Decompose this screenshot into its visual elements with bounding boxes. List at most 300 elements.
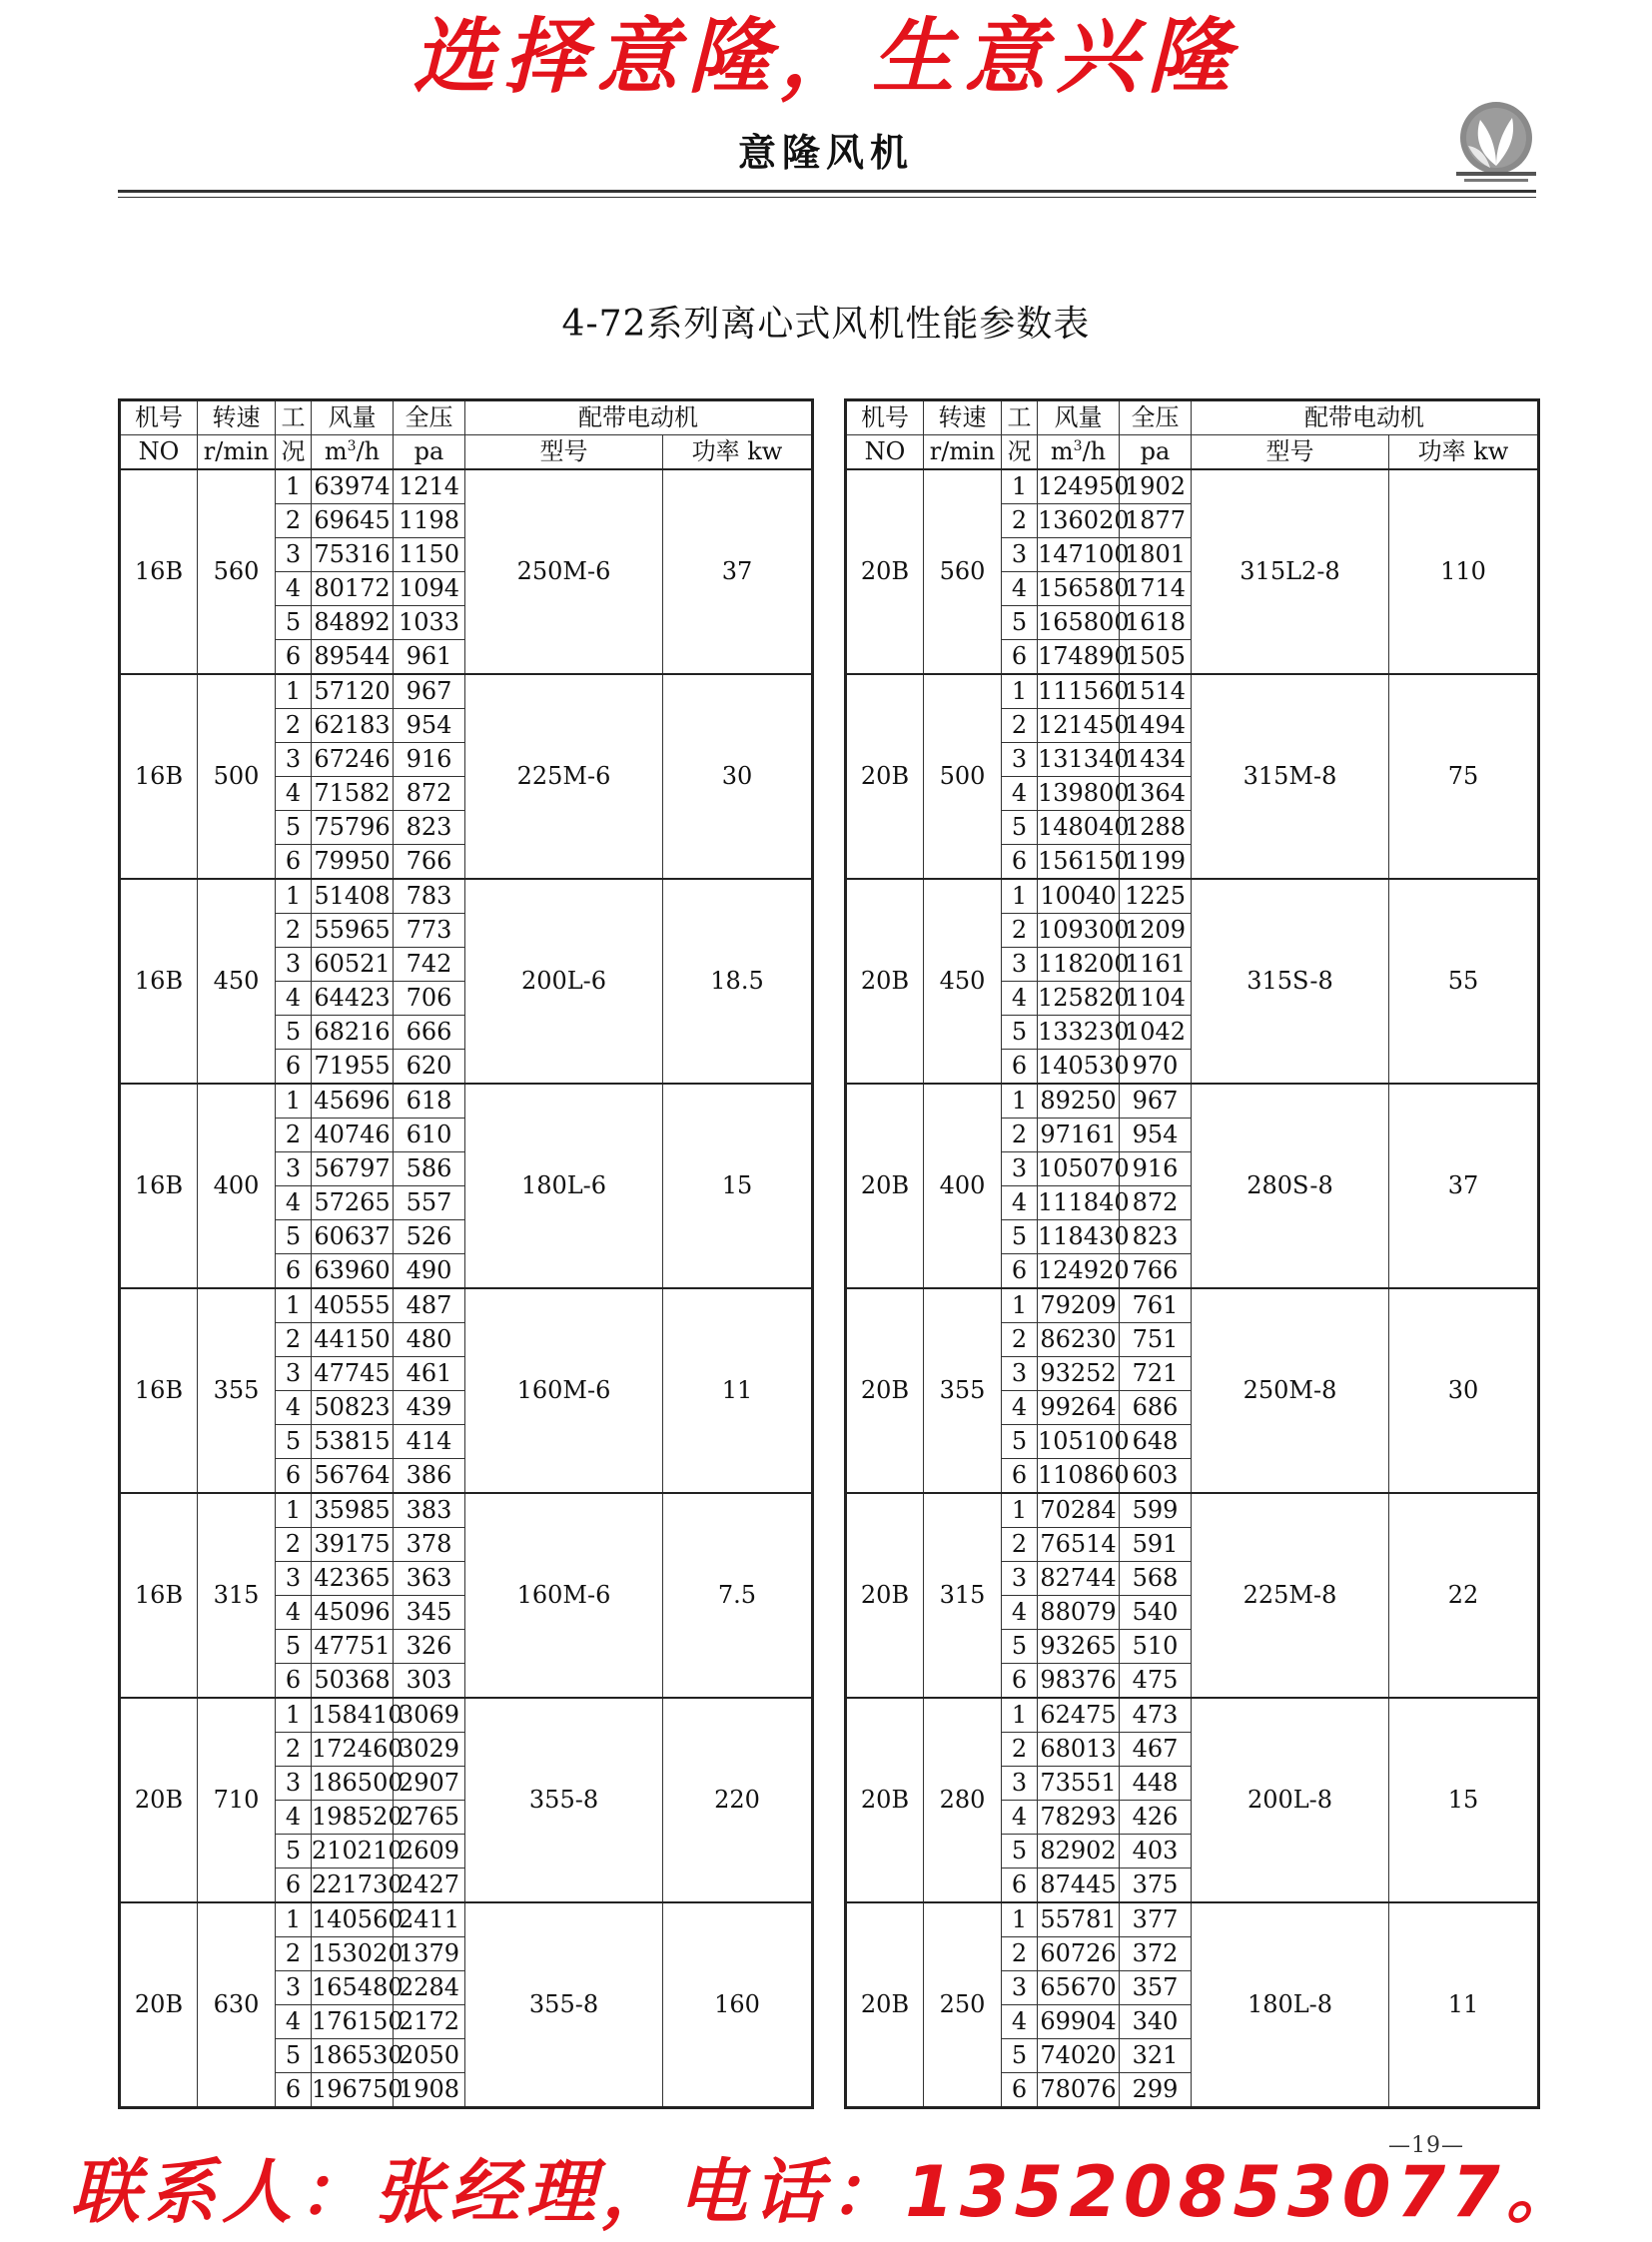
col-header-speed: 转速 [924, 400, 1002, 435]
cell-airflow: 39175 [312, 1528, 394, 1562]
cell-pressure: 2427 [394, 1868, 465, 1903]
leaf-logo-icon [1450, 98, 1542, 186]
cell-pressure: 666 [394, 1016, 465, 1050]
cell-pressure: 1434 [1120, 743, 1192, 777]
col-header-airflow-unit [1038, 435, 1120, 470]
cell-airflow: 67246 [312, 743, 394, 777]
col-header-motor: 配带电动机 [465, 400, 813, 435]
cell-pressure: 1505 [1120, 640, 1192, 675]
cell-speed: 315 [924, 1493, 1002, 1698]
cell-airflow: 56764 [312, 1459, 394, 1494]
cell-condition: 5 [1002, 811, 1038, 845]
cell-airflow: 88079 [1038, 1596, 1120, 1630]
cell-machine-no: 16B [120, 879, 198, 1084]
cell-motor-power: 18.5 [663, 879, 813, 1084]
cell-motor-model: 225M-8 [1192, 1493, 1389, 1698]
cell-condition: 4 [1002, 777, 1038, 811]
cell-pressure: 872 [394, 777, 465, 811]
col-header-airflow-unit [312, 435, 394, 470]
cell-pressure: 586 [394, 1152, 465, 1186]
cell-airflow: 158410 [312, 1698, 394, 1733]
cell-pressure: 686 [1120, 1391, 1192, 1425]
cell-motor-power: 110 [1389, 469, 1539, 674]
cell-airflow: 110860 [1038, 1459, 1120, 1494]
table-header-unit-row [846, 435, 1539, 470]
cell-pressure: 461 [394, 1357, 465, 1391]
cell-airflow: 121450 [1038, 709, 1120, 743]
cell-airflow: 124950 [1038, 469, 1120, 504]
cell-motor-model: 250M-6 [465, 469, 663, 674]
cell-pressure: 475 [1120, 1664, 1192, 1699]
cell-motor-model: 200L-8 [1192, 1698, 1389, 1902]
cell-condition: 4 [276, 1801, 312, 1835]
cell-condition: 2 [276, 1528, 312, 1562]
performance-table-left [118, 398, 814, 2109]
cell-pressure: 426 [1120, 1801, 1192, 1835]
airflow-unit-sup: 3 [1073, 438, 1083, 454]
cell-condition: 1 [276, 469, 312, 504]
col-header-pressure: 全压 [394, 400, 465, 435]
cell-condition: 2 [276, 1733, 312, 1767]
cell-airflow: 68013 [1038, 1733, 1120, 1767]
cell-condition: 6 [1002, 845, 1038, 880]
cell-airflow: 44150 [312, 1323, 394, 1357]
cell-airflow: 172460 [312, 1733, 394, 1767]
cell-condition: 5 [1002, 606, 1038, 640]
cell-pressure: 2411 [394, 1902, 465, 1937]
header-rule-thin [118, 197, 1536, 198]
cell-pressure: 386 [394, 1459, 465, 1494]
col-header-speed: 转速 [198, 400, 276, 435]
cell-pressure: 1209 [1120, 914, 1192, 948]
cell-motor-power: 37 [663, 469, 813, 674]
cell-airflow: 47745 [312, 1357, 394, 1391]
cell-pressure: 1364 [1120, 777, 1192, 811]
cell-airflow: 75316 [312, 538, 394, 572]
cell-condition: 4 [1002, 2005, 1038, 2039]
cell-machine-no: 20B [846, 1902, 924, 2108]
contact-slogan: 联系人：张经理，电话：13520853077。 [70, 2151, 1582, 2233]
cell-airflow: 68216 [312, 1016, 394, 1050]
cell-airflow: 89250 [1038, 1084, 1120, 1119]
cell-condition: 4 [1002, 1596, 1038, 1630]
cell-airflow: 148040 [1038, 811, 1120, 845]
cell-motor-power: 15 [1389, 1698, 1539, 1902]
table-row [120, 1493, 813, 1528]
cell-condition: 2 [276, 709, 312, 743]
cell-airflow: 65670 [1038, 1971, 1120, 2005]
cell-airflow: 60637 [312, 1220, 394, 1254]
cell-condition: 5 [276, 811, 312, 845]
cell-airflow: 174890 [1038, 640, 1120, 675]
cell-pressure: 761 [1120, 1288, 1192, 1323]
cell-motor-power: 30 [1389, 1288, 1539, 1493]
cell-airflow: 57120 [312, 674, 394, 709]
cell-pressure: 1618 [1120, 606, 1192, 640]
cell-airflow: 62183 [312, 709, 394, 743]
cell-airflow: 118430 [1038, 1220, 1120, 1254]
cell-airflow: 186530 [312, 2039, 394, 2073]
cell-pressure: 375 [1120, 1868, 1192, 1903]
table-row [120, 674, 813, 709]
page-title: 4-72系列离心式风机性能参数表 [561, 304, 1091, 345]
cell-pressure: 480 [394, 1323, 465, 1357]
cell-pressure: 326 [394, 1630, 465, 1664]
cell-condition: 1 [276, 1902, 312, 1937]
cell-condition: 2 [1002, 1323, 1038, 1357]
col-header-speed-unit: r/min [924, 435, 1002, 470]
cell-motor-power: 55 [1389, 879, 1539, 1084]
cell-pressure: 1161 [1120, 948, 1192, 982]
cell-machine-no: 16B [120, 1084, 198, 1288]
cell-pressure: 414 [394, 1425, 465, 1459]
col-header-power: 功率 kw [663, 435, 813, 470]
cell-airflow: 118200 [1038, 948, 1120, 982]
cell-airflow: 51408 [312, 879, 394, 914]
cell-condition: 6 [1002, 1254, 1038, 1289]
cell-pressure: 1033 [394, 606, 465, 640]
cell-condition: 5 [276, 1425, 312, 1459]
cell-airflow: 99264 [1038, 1391, 1120, 1425]
cell-pressure: 303 [394, 1664, 465, 1699]
cell-speed: 450 [198, 879, 276, 1084]
cell-pressure: 1908 [394, 2073, 465, 2108]
cell-airflow: 45696 [312, 1084, 394, 1119]
cell-motor-power: 22 [1389, 1493, 1539, 1698]
cell-pressure: 823 [1120, 1220, 1192, 1254]
cell-pressure: 823 [394, 811, 465, 845]
cell-condition: 6 [276, 1459, 312, 1494]
cell-motor-power: 75 [1389, 674, 1539, 879]
cell-airflow: 124920 [1038, 1254, 1120, 1289]
cell-pressure: 377 [1120, 1902, 1192, 1937]
cell-condition: 1 [276, 879, 312, 914]
cell-airflow: 176150 [312, 2005, 394, 2039]
cell-pressure: 1198 [394, 504, 465, 538]
cell-airflow: 63974 [312, 469, 394, 504]
cell-pressure: 1877 [1120, 504, 1192, 538]
cell-pressure: 448 [1120, 1767, 1192, 1801]
cell-motor-power: 15 [663, 1084, 813, 1288]
cell-condition: 2 [276, 504, 312, 538]
cell-pressure: 540 [1120, 1596, 1192, 1630]
cell-pressure: 872 [1120, 1186, 1192, 1220]
cell-airflow: 165800 [1038, 606, 1120, 640]
cell-condition: 6 [1002, 1664, 1038, 1699]
cell-airflow: 98376 [1038, 1664, 1120, 1699]
cell-pressure: 1514 [1120, 674, 1192, 709]
cell-condition: 4 [276, 1596, 312, 1630]
airflow-unit-tail: /h [356, 437, 381, 465]
cell-speed: 250 [924, 1902, 1002, 2108]
cell-pressure: 648 [1120, 1425, 1192, 1459]
cell-motor-power: 220 [663, 1698, 813, 1902]
cell-condition: 6 [1002, 1868, 1038, 1903]
cell-condition: 2 [1002, 504, 1038, 538]
cell-airflow: 69904 [1038, 2005, 1120, 2039]
cell-pressure: 1714 [1120, 572, 1192, 606]
cell-condition: 1 [276, 1698, 312, 1733]
cell-condition: 5 [276, 1630, 312, 1664]
table-row [846, 1084, 1539, 1119]
cell-airflow: 156580 [1038, 572, 1120, 606]
cell-condition: 2 [276, 1937, 312, 1971]
cell-airflow: 165480 [312, 1971, 394, 2005]
cell-airflow: 97161 [1038, 1119, 1120, 1152]
cell-condition: 3 [276, 1357, 312, 1391]
cell-airflow: 210210 [312, 1835, 394, 1868]
cell-pressure: 403 [1120, 1835, 1192, 1868]
cell-airflow: 62475 [1038, 1698, 1120, 1733]
cell-condition: 3 [1002, 743, 1038, 777]
cell-airflow: 125820 [1038, 982, 1120, 1016]
cell-pressure: 766 [394, 845, 465, 880]
cell-airflow: 196750 [312, 2073, 394, 2108]
cell-pressure: 1379 [394, 1937, 465, 1971]
col-header-machine-no-en: NO [846, 435, 924, 470]
cell-condition: 4 [1002, 982, 1038, 1016]
table-row [846, 469, 1539, 504]
cell-pressure: 1494 [1120, 709, 1192, 743]
cell-condition: 1 [1002, 1493, 1038, 1528]
cell-pressure: 321 [1120, 2039, 1192, 2073]
cell-airflow: 78076 [1038, 2073, 1120, 2108]
cell-condition: 3 [1002, 1767, 1038, 1801]
airflow-unit-tail: /h [1082, 437, 1107, 465]
cell-condition: 6 [1002, 1050, 1038, 1085]
cell-pressure: 721 [1120, 1357, 1192, 1391]
cell-airflow: 55781 [1038, 1902, 1120, 1937]
cell-airflow: 80172 [312, 572, 394, 606]
cell-condition: 4 [1002, 1391, 1038, 1425]
cell-condition: 5 [276, 1220, 312, 1254]
cell-pressure: 1214 [394, 469, 465, 504]
cell-condition: 2 [1002, 1937, 1038, 1971]
airflow-unit-sup: 3 [347, 438, 357, 454]
cell-speed: 315 [198, 1493, 276, 1698]
cell-airflow: 60521 [312, 948, 394, 982]
cell-motor-model: 200L-6 [465, 879, 663, 1084]
cell-condition: 5 [276, 2039, 312, 2073]
cell-condition: 5 [1002, 1630, 1038, 1664]
cell-condition: 3 [1002, 1562, 1038, 1596]
table-row [120, 1084, 813, 1119]
col-header-pressure-unit: pa [394, 435, 465, 470]
cell-pressure: 345 [394, 1596, 465, 1630]
cell-speed: 355 [198, 1288, 276, 1493]
cell-pressure: 2765 [394, 1801, 465, 1835]
cell-machine-no: 20B [846, 1698, 924, 1902]
performance-table-right [844, 398, 1540, 2109]
table-row [120, 879, 813, 914]
table-row [120, 1288, 813, 1323]
cell-condition: 4 [276, 2005, 312, 2039]
col-header-machine-no: 机号 [846, 400, 924, 435]
cell-airflow: 82744 [1038, 1562, 1120, 1596]
cell-condition: 3 [276, 538, 312, 572]
cell-pressure: 591 [1120, 1528, 1192, 1562]
cell-pressure: 1801 [1120, 538, 1192, 572]
cell-airflow: 73551 [1038, 1767, 1120, 1801]
cell-condition: 4 [1002, 1186, 1038, 1220]
col-header-airflow: 风量 [1038, 400, 1120, 435]
cell-condition: 5 [1002, 1835, 1038, 1868]
cell-condition: 5 [276, 1016, 312, 1050]
cell-pressure: 383 [394, 1493, 465, 1528]
table-row [120, 1698, 813, 1733]
cell-condition: 2 [1002, 1733, 1038, 1767]
cell-machine-no: 16B [120, 1493, 198, 1698]
cell-condition: 6 [1002, 640, 1038, 675]
cell-condition: 1 [1002, 469, 1038, 504]
cell-motor-power: 160 [663, 1902, 813, 2108]
cell-condition: 1 [1002, 879, 1038, 914]
cell-condition: 4 [1002, 572, 1038, 606]
cell-airflow: 105100 [1038, 1425, 1120, 1459]
cell-pressure: 970 [1120, 1050, 1192, 1085]
cell-speed: 400 [198, 1084, 276, 1288]
cell-motor-model: 225M-6 [465, 674, 663, 879]
cell-pressure: 967 [1120, 1084, 1192, 1119]
table-row [846, 1698, 1539, 1733]
cell-machine-no: 20B [120, 1902, 198, 2108]
cell-pressure: 557 [394, 1186, 465, 1220]
cell-motor-model: 315L2-8 [1192, 469, 1389, 674]
cell-machine-no: 20B [846, 1493, 924, 1698]
cell-machine-no: 20B [846, 469, 924, 674]
cell-motor-power: 30 [663, 674, 813, 879]
cell-airflow: 82902 [1038, 1835, 1120, 1868]
cell-motor-model: 355-8 [465, 1902, 663, 2108]
cell-pressure: 340 [1120, 2005, 1192, 2039]
cell-airflow: 136020 [1038, 504, 1120, 538]
cell-motor-model: 355-8 [465, 1698, 663, 1902]
cell-airflow: 140530 [1038, 1050, 1120, 1085]
cell-pressure: 1902 [1120, 469, 1192, 504]
cell-pressure: 961 [394, 640, 465, 675]
table-row [846, 674, 1539, 709]
table-row [120, 469, 813, 504]
cell-condition: 3 [276, 948, 312, 982]
cell-condition: 4 [276, 1391, 312, 1425]
cell-pressure: 487 [394, 1288, 465, 1323]
cell-airflow: 10040 [1038, 879, 1120, 914]
col-header-pressure: 全压 [1120, 400, 1192, 435]
brand-name: 意隆风机 [737, 130, 914, 175]
cell-pressure: 783 [394, 879, 465, 914]
cell-pressure: 3029 [394, 1733, 465, 1767]
cell-condition: 4 [1002, 1801, 1038, 1835]
col-header-pressure-unit: pa [1120, 435, 1192, 470]
cell-motor-power: 11 [1389, 1902, 1539, 2108]
cell-airflow: 56797 [312, 1152, 394, 1186]
cell-airflow: 93265 [1038, 1630, 1120, 1664]
cell-condition: 5 [1002, 2039, 1038, 2073]
table-header-row [846, 400, 1539, 435]
col-header-condition: 工 [276, 400, 312, 435]
cell-pressure: 1094 [394, 572, 465, 606]
cell-pressure: 490 [394, 1254, 465, 1289]
cell-pressure: 916 [394, 743, 465, 777]
cell-condition: 6 [276, 640, 312, 675]
col-header-speed-unit: r/min [198, 435, 276, 470]
col-header-power: 功率 kw [1389, 435, 1539, 470]
cell-speed: 450 [924, 879, 1002, 1084]
cell-airflow: 70284 [1038, 1493, 1120, 1528]
cell-airflow: 50368 [312, 1664, 394, 1699]
page-number: —19— [1388, 2133, 1464, 2158]
cell-condition: 3 [276, 1562, 312, 1596]
cell-condition: 3 [1002, 538, 1038, 572]
cell-airflow: 71582 [312, 777, 394, 811]
cell-airflow: 93252 [1038, 1357, 1120, 1391]
cell-pressure: 2050 [394, 2039, 465, 2073]
cell-pressure: 2172 [394, 2005, 465, 2039]
cell-airflow: 76514 [1038, 1528, 1120, 1562]
cell-motor-power: 7.5 [663, 1493, 813, 1698]
cell-airflow: 111840 [1038, 1186, 1120, 1220]
cell-pressure: 357 [1120, 1971, 1192, 2005]
cell-speed: 500 [198, 674, 276, 879]
cell-airflow: 153020 [312, 1937, 394, 1971]
cell-condition: 6 [276, 1050, 312, 1085]
cell-pressure: 954 [1120, 1119, 1192, 1152]
cell-condition: 6 [276, 1254, 312, 1289]
table-row [846, 1288, 1539, 1323]
cell-pressure: 773 [394, 914, 465, 948]
cell-condition: 3 [276, 1971, 312, 2005]
cell-airflow: 47751 [312, 1630, 394, 1664]
cell-speed: 400 [924, 1084, 1002, 1288]
col-header-airflow: 风量 [312, 400, 394, 435]
cell-condition: 5 [276, 1835, 312, 1868]
cell-airflow: 186500 [312, 1767, 394, 1801]
cell-condition: 6 [276, 1868, 312, 1903]
cell-airflow: 78293 [1038, 1801, 1120, 1835]
cell-speed: 560 [198, 469, 276, 674]
cell-pressure: 766 [1120, 1254, 1192, 1289]
col-header-condition-2: 况 [276, 435, 312, 470]
cell-pressure: 2609 [394, 1835, 465, 1868]
cell-pressure: 599 [1120, 1493, 1192, 1528]
cell-airflow: 45096 [312, 1596, 394, 1630]
cell-airflow: 139800 [1038, 777, 1120, 811]
cell-airflow: 79950 [312, 845, 394, 880]
cell-condition: 3 [1002, 948, 1038, 982]
cell-condition: 3 [1002, 1357, 1038, 1391]
cell-airflow: 75796 [312, 811, 394, 845]
cell-machine-no: 20B [846, 1288, 924, 1493]
cell-pressure: 378 [394, 1528, 465, 1562]
cell-condition: 6 [276, 1664, 312, 1699]
cell-condition: 3 [1002, 1971, 1038, 2005]
cell-condition: 1 [1002, 1288, 1038, 1323]
cell-pressure: 526 [394, 1220, 465, 1254]
cell-pressure: 439 [394, 1391, 465, 1425]
cell-pressure: 916 [1120, 1152, 1192, 1186]
cell-motor-model: 160M-6 [465, 1288, 663, 1493]
cell-pressure: 751 [1120, 1323, 1192, 1357]
cell-machine-no: 20B [846, 879, 924, 1084]
cell-condition: 5 [1002, 1220, 1038, 1254]
cell-pressure: 473 [1120, 1698, 1192, 1733]
col-header-model: 型号 [1192, 435, 1389, 470]
cell-airflow: 42365 [312, 1562, 394, 1596]
cell-airflow: 35985 [312, 1493, 394, 1528]
cell-condition: 1 [276, 1288, 312, 1323]
cell-airflow: 133230 [1038, 1016, 1120, 1050]
cell-speed: 710 [198, 1698, 276, 1902]
